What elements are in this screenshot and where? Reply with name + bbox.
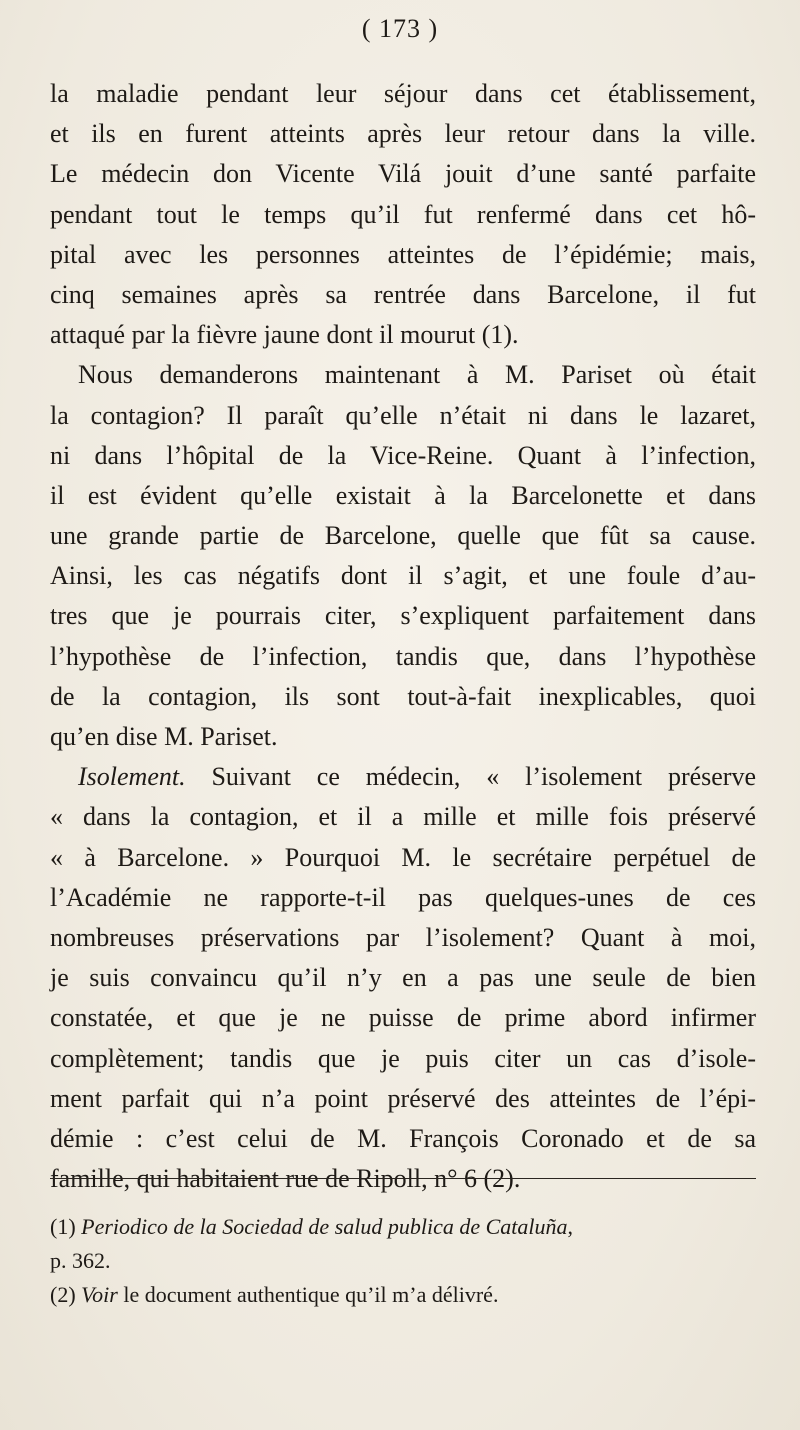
footnote-2-text: le document authentique qu’il m’a délivré.: [117, 1282, 499, 1307]
text-line: je suis convaincu qu’il n’y en a pas une seule de bien: [50, 963, 756, 993]
text-line: « dans la contagion, et il a mille et mille fois préservé: [50, 802, 756, 832]
text-line: famille, qui habitaient rue de Ripoll, n° 6 (2).: [50, 1164, 521, 1194]
text-line: Ainsi, les cas négatifs dont il s’agit, et une foule d’au-: [50, 561, 756, 591]
section-heading: Isolement.: [78, 762, 186, 792]
text-line: complètement; tandis que je puis citer un cas d’isole-: [50, 1043, 756, 1073]
text-line: nombreuses préservations par l’isolement? Quant à moi,: [50, 922, 756, 952]
text-line: tres que je pourrais citer, s’expliquent parfaitement dans: [50, 601, 756, 631]
text-line: pital avec les personnes atteintes de l’épidémie; mais,: [50, 239, 756, 269]
text-line: démie : c’est celui de M. François Coronado et de sa: [50, 1123, 756, 1153]
text-line: de la contagion, ils sont tout-à-fait inexplicables, quoi: [50, 681, 756, 711]
footnote-2-voir: Voir: [75, 1282, 118, 1307]
text-line: il est évident qu’elle existait à la Barcelonette et dans: [50, 480, 756, 510]
text-line: ment parfait qui n’a point préservé des atteintes de l’épi-: [50, 1083, 756, 1113]
footnote-1: [50, 1210, 756, 1244]
section-lead: Suivant ce médecin, « l’isolement préserve: [185, 762, 756, 792]
footnote-separator: [50, 1178, 756, 1179]
text-line: une grande partie de Barcelone, quelle que fût sa cause.: [50, 521, 756, 551]
footnote-1-page: p. 362.: [50, 1248, 111, 1273]
footnote-2-mark: (2): [50, 1282, 76, 1307]
text-line: la maladie pendant leur séjour dans cet établissement,: [50, 79, 756, 108]
page-number: ( 173 ): [361, 14, 439, 43]
text-line: pendant tout le temps qu’il fut renfermé dans cet hô-: [50, 199, 756, 229]
text-line: « à Barcelone. » Pourquoi M. le secrétaire perpétuel de: [50, 842, 756, 872]
text-line: ni dans l’hôpital de la Vice-Reine. Quant à l’infection,: [50, 440, 756, 470]
text-line: attaqué par la fièvre jaune dont il mourut (1).: [50, 320, 519, 350]
footnote-2: [50, 1278, 756, 1312]
text-line: Nous demanderons maintenant à M. Pariset où était: [78, 360, 756, 390]
section-first-line: [50, 757, 756, 797]
text-line: constatée, et que je ne puisse de prime abord infirmer: [50, 1003, 756, 1033]
footnote-1-mark: (1): [50, 1214, 76, 1239]
body-text: [50, 74, 756, 1199]
footnotes: [50, 1210, 756, 1312]
text-line: qu’en dise M. Pariset.: [50, 722, 278, 751]
text-line: la contagion? Il paraît qu’elle n’était ni dans le lazaret,: [50, 400, 756, 430]
footnote-1-tail: ,: [567, 1214, 574, 1239]
text-line: cinq semaines après sa rentrée dans Barcelone, il fut: [50, 279, 756, 309]
text-line: et ils en furent atteints après leur retour dans la ville.: [50, 119, 756, 149]
footnote-1-title: Periodico de la Sociedad de salud publica de Cataluña: [75, 1214, 568, 1239]
text-line: Le médecin don Vicente Vilá jouit d’une santé parfaite: [50, 159, 756, 189]
text-line: l’Académie ne rapporte-t-il pas quelques-unes de ces: [50, 882, 756, 912]
text-line: l’hypothèse de l’infection, tandis que, dans l’hypothèse: [50, 641, 756, 671]
